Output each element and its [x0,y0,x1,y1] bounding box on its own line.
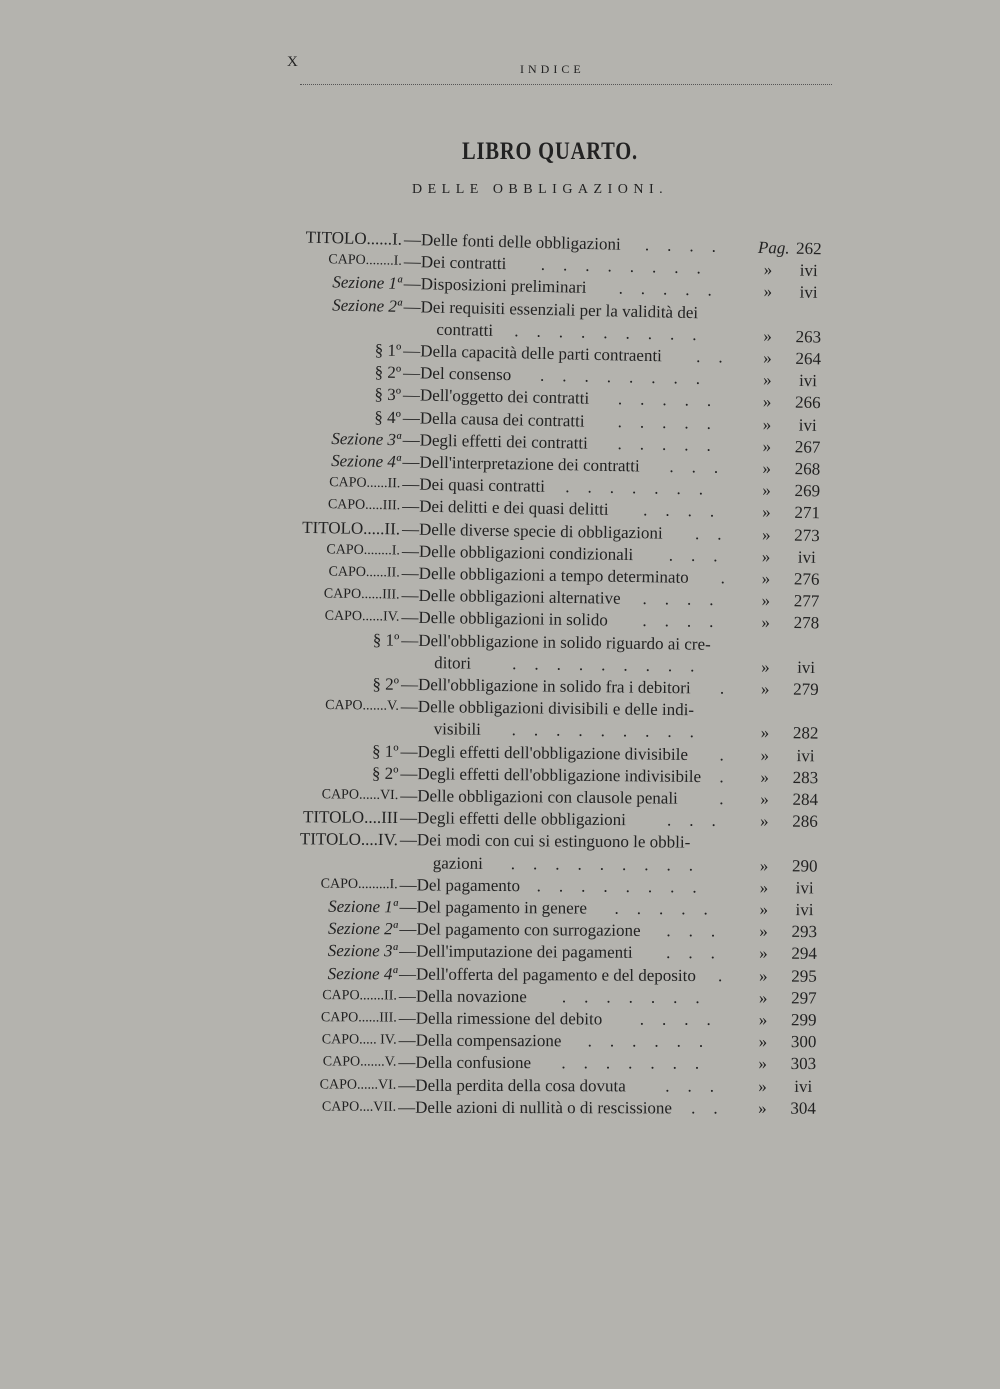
leader-dots: .. [694,523,740,544]
entry-text: Dell'obbligazione in solido fra i debitori [417,674,691,698]
page-number-ref: ivi [798,371,818,391]
entry-label: Sezione 2ª [332,295,402,316]
entry-dash: — [401,519,420,539]
page-ref-marker: » [759,943,768,963]
entry-text: Della capacità delle parti contraenti [420,341,663,366]
entry-label: § 4º [374,407,402,427]
entry-dash: — [402,385,421,405]
entry-label: CAPO......II. [329,475,401,492]
entry-dash: — [399,897,417,917]
leader-dots: .. [696,346,741,367]
entry-dash: — [399,941,417,961]
leader-dots: ......... [510,853,712,875]
entry-label: CAPO........I. [326,542,401,559]
entry-dash: — [403,229,422,250]
page-ref-marker: Pag. [757,237,790,258]
running-title: INDICE [520,62,585,76]
entry-text: Degli effetti delle obbligazioni [417,808,627,830]
leader-dots: ... [665,1076,733,1096]
entry-text: Della rimessione del debito [415,1008,603,1029]
entry-dash: — [399,919,417,939]
entry-dash: — [400,741,418,761]
page-number-ref: 267 [794,437,821,457]
entry-dash: — [402,452,420,472]
book-title: LIBRO QUARTO. [462,138,638,165]
entry-dash: — [403,296,421,316]
page-ref-marker: » [760,811,769,831]
entry-text: gazioni [432,853,483,873]
entry-label: CAPO......VI. [321,787,399,804]
entry-dash: — [401,563,419,583]
entry-dash: — [400,763,418,783]
leader-dots: ... [668,545,736,566]
entry-label: § 2º [372,674,400,694]
entry-text: Dei quasi contratti [419,474,546,496]
entry-text: Dei modi con cui si estinguono le obbli- [416,830,691,853]
entry-dash: — [402,407,420,428]
entry-label: CAPO....VII. [321,1099,397,1115]
page-number-ref: 263 [795,326,822,347]
entry-text: Dei contratti [420,252,507,274]
entry-dash: — [400,697,418,717]
entry-label: § 3º [374,385,402,405]
leader-dots: .... [644,235,735,257]
entry-label: CAPO......VI. [319,1077,397,1093]
leader-dots: . [717,965,741,985]
page-ref-marker: » [758,1076,767,1096]
leader-dots: ....... [561,987,718,1007]
page-number-ref: 304 [790,1098,816,1118]
entry-text: Delle obbligazioni divisibili e delle indi- [417,697,695,720]
page-number-ref: ivi [798,415,817,435]
toc-entry [0,1073,994,1098]
page-ref-marker: » [762,392,772,412]
page-ref-marker: » [762,480,771,500]
page-number-ref: ivi [797,547,816,567]
leader-dots: . [719,767,742,787]
page-number-ref: 271 [794,503,821,523]
leader-dots: . [719,744,742,765]
page-ref-marker: » [763,326,773,346]
page-number-ref: 297 [791,988,817,1008]
leader-dots: ... [666,943,734,963]
page-number-ref: 273 [794,525,820,545]
entry-text: Delle obbligazioni in solido [418,608,608,630]
entry-text: Dell'oggetto dei contratti [419,385,590,409]
leader-dots: ........ [539,365,719,389]
entry-text: Del pagamento con surrogazione [416,919,641,941]
entry-text: Del pagamento in genere [416,897,587,918]
entry-text: Dell'offerta del pagamento e del deposito [416,964,696,985]
page-ref-marker: » [763,348,772,368]
page-ref-marker: » [762,502,771,522]
page-number-ref: 276 [793,569,820,589]
toc-entry [0,1051,994,1076]
entry-dash: — [400,808,418,828]
entry-label: CAPO......III. [320,1010,397,1026]
entry-dash: — [399,830,418,850]
entry-label: CAPO..... IV. [321,1032,397,1048]
page-number-ref: 283 [792,767,819,788]
page-number-ref: ivi [796,745,815,765]
entry-label: Sezione 3ª [327,941,398,961]
entry-dash: — [400,674,419,694]
entry-label: § 1º [372,629,400,650]
entry-label: CAPO.....III. [327,497,401,514]
entry-label: CAPO........I. [328,252,403,270]
page-ref-marker: » [761,612,771,633]
leader-dots: .... [643,500,733,522]
page-number-ref: 300 [790,1032,817,1052]
entry-text: Della compensazione [415,1030,562,1051]
entry-text: Del consenso [419,363,512,385]
entry-text: Dell'imputazione dei pagamenti [416,941,633,963]
page-ref-marker: » [758,1054,767,1074]
page-number-ref: 284 [792,789,819,810]
entry-text: contratti [436,319,494,340]
page-ref-marker: » [760,679,770,699]
page-number-ref: ivi [795,878,814,898]
page-number-ref: 262 [795,238,822,259]
entry-text: Delle obbligazioni alternative [418,586,621,608]
entry-label: CAPO.......II. [322,987,397,1004]
entry-text: Delle fonti delle obbligazioni [420,230,621,254]
page-number-ref: 269 [794,481,821,501]
page-number-ref: 286 [792,811,818,832]
entry-label: TITOLO.....II. [302,517,401,539]
entry-dash: — [399,875,417,895]
leader-dots: ........ [536,876,715,897]
page-ref-marker: » [761,590,771,611]
leader-dots: ......... [512,653,713,676]
page-number-ref: 278 [793,613,820,633]
page-ref-marker: » [759,921,768,941]
entry-text: visibili [433,719,482,740]
page-ref-marker: » [760,745,770,765]
entry-dash: — [398,1053,416,1073]
leader-dots: .. [691,1098,736,1118]
leader-dots: ..... [618,278,731,301]
entry-text: Delle azioni di nullità o di rescissione [415,1097,673,1118]
entry-dash: — [398,1097,416,1117]
page-ref-marker: » [758,965,768,986]
entry-text: Della novazione [415,986,527,1006]
entry-dash: — [398,1008,416,1028]
entry-text: Delle obbligazioni con clausole penali [417,786,678,808]
entry-dash: — [402,496,420,517]
page-number-ref: 277 [793,591,820,611]
leader-dots: ....... [565,477,722,499]
leader-dots: ..... [617,389,730,411]
toc-entry [0,1096,994,1120]
leader-dots: ........ [540,255,720,279]
page-number-ref: 266 [794,393,821,413]
entry-dash: — [400,786,418,806]
entry-text: Degli effetti dell'obbligazione indivisibile [417,763,702,786]
page-ref-marker: » [762,436,772,456]
page-ref-marker: » [763,260,773,280]
page-number: X [287,54,299,70]
entry-label: TITOLO....III [302,807,399,828]
leader-dots: .... [639,1009,729,1029]
leader-dots: ......... [511,720,713,742]
page-ref-marker: » [759,899,769,919]
entry-label: TITOLO......I. [305,227,403,249]
entry-label: Sezione 4ª [327,963,398,984]
leader-dots: . [719,789,742,809]
entry-text: Delle obbligazioni a tempo determinato [418,563,689,587]
entry-label: CAPO.......V. [322,1054,397,1071]
leader-dots: .... [642,611,732,632]
entry-dash: — [398,986,416,1006]
page-number-ref: 268 [794,459,821,479]
page-ref-marker: » [763,282,773,302]
page-number-ref: 279 [793,679,819,699]
page-ref-marker: » [761,657,770,677]
entry-text: Della causa dei contratti [419,408,585,431]
leader-dots: ... [669,456,737,478]
entry-text: Delle diverse specie di obbligazioni [418,519,663,543]
leader-dots: . [719,678,743,698]
entry-text: ditori [434,652,472,673]
page-number-ref: 299 [790,1010,817,1030]
leader-dots: ......... [514,321,715,345]
entry-label: CAPO.......V. [325,698,399,715]
page-number-ref: 264 [795,348,822,369]
entry-dash: — [402,363,421,383]
entry-label: Sezione 3ª [331,428,401,450]
entry-label: CAPO......IV. [324,608,400,626]
page-number-ref: 294 [791,944,818,964]
leader-dots: ..... [617,433,730,455]
book-subtitle: DELLE OBBLIGAZIONI. [412,182,669,197]
entry-text: Degli effetti dei contratti [419,430,589,453]
entry-text: Del pagamento [416,875,521,895]
leader-dots: ... [666,921,734,941]
page-ref-marker: » [758,1032,768,1052]
page-ref-marker: » [762,414,772,434]
entry-text: Della perdita della cosa dovuta [415,1075,626,1095]
entry-label: CAPO......III. [323,586,400,603]
page-number-ref: 293 [791,922,818,942]
page-ref-marker: » [762,370,772,390]
entry-dash: — [403,252,422,272]
entry-dash: — [401,608,419,628]
leader-dots: . [720,568,744,588]
leader-dots: ...... [587,1031,722,1052]
page-number-ref: ivi [797,657,816,677]
entry-text: Dell'interpretazione dei contratti [419,452,640,476]
page-ref-marker: » [761,546,771,566]
entry-dash: — [402,474,420,494]
page-number-ref: ivi [795,900,814,920]
page-ref-marker: » [761,524,771,544]
entry-text: Dei requisiti essenziali per la validità dei [420,296,699,322]
entry-dash: — [398,1030,416,1050]
leader-dots: ..... [617,411,730,433]
entry-label: CAPO......II. [328,564,400,581]
entry-label: Sezione 1ª [332,272,402,294]
entry-dash: — [401,630,419,650]
entry-dash: — [401,541,420,561]
page-ref-marker: » [758,1098,767,1118]
entry-dash: — [398,1075,416,1095]
entry-label: § 2º [371,763,399,783]
leader-dots: ... [667,810,734,831]
leader-dots: .... [642,589,732,610]
page-number-ref: ivi [794,1076,813,1096]
leader-dots: ..... [614,898,726,919]
page-number-ref: 282 [792,723,819,743]
entry-text: Disposizioni preliminari [420,274,587,298]
entry-dash: — [403,341,421,361]
page-number-ref: ivi [799,260,818,281]
entry-dash: — [402,430,420,450]
page-number-ref: 290 [791,855,818,876]
entry-dash: — [403,274,421,294]
entry-label: § 1º [371,741,399,761]
entry-text: Dei delitti e dei quasi delitti [419,497,609,520]
entry-label: § 1º [374,340,402,361]
entry-dash: — [399,964,417,984]
entry-label: Sezione 1ª [328,896,398,917]
entry-label: CAPO.........I. [320,876,398,893]
entry-label: TITOLO....IV. [299,829,399,850]
entry-label: Sezione 2ª [327,919,398,939]
entry-label: § 2º [374,362,402,383]
page-ref-marker: » [759,877,769,897]
entry-text: Degli effetti dell'obbligazione divisibile [417,741,689,764]
page-ref-marker: » [761,568,771,589]
page-ref-marker: » [760,789,769,809]
page-ref-marker: » [759,855,769,875]
page-ref-marker: » [762,458,772,478]
page-ref-marker: » [758,988,768,1008]
entry-text: Delle obbligazioni condizionali [418,541,634,564]
page-number-ref: 303 [790,1054,817,1074]
entry-label: Sezione 4ª [330,451,401,472]
entry-text: Dell'obbligazione in solido riguardo ai cre- [418,630,711,654]
entry-text: Della confusione [415,1053,532,1073]
page-number-ref: 295 [791,966,817,986]
page-ref-marker: » [758,1010,768,1030]
entry-dash: — [401,585,419,606]
page-number-ref: ivi [799,282,818,303]
leader-dots: ....... [561,1053,718,1074]
page-ref-marker: » [760,767,769,787]
page-ref-marker: » [760,723,770,743]
